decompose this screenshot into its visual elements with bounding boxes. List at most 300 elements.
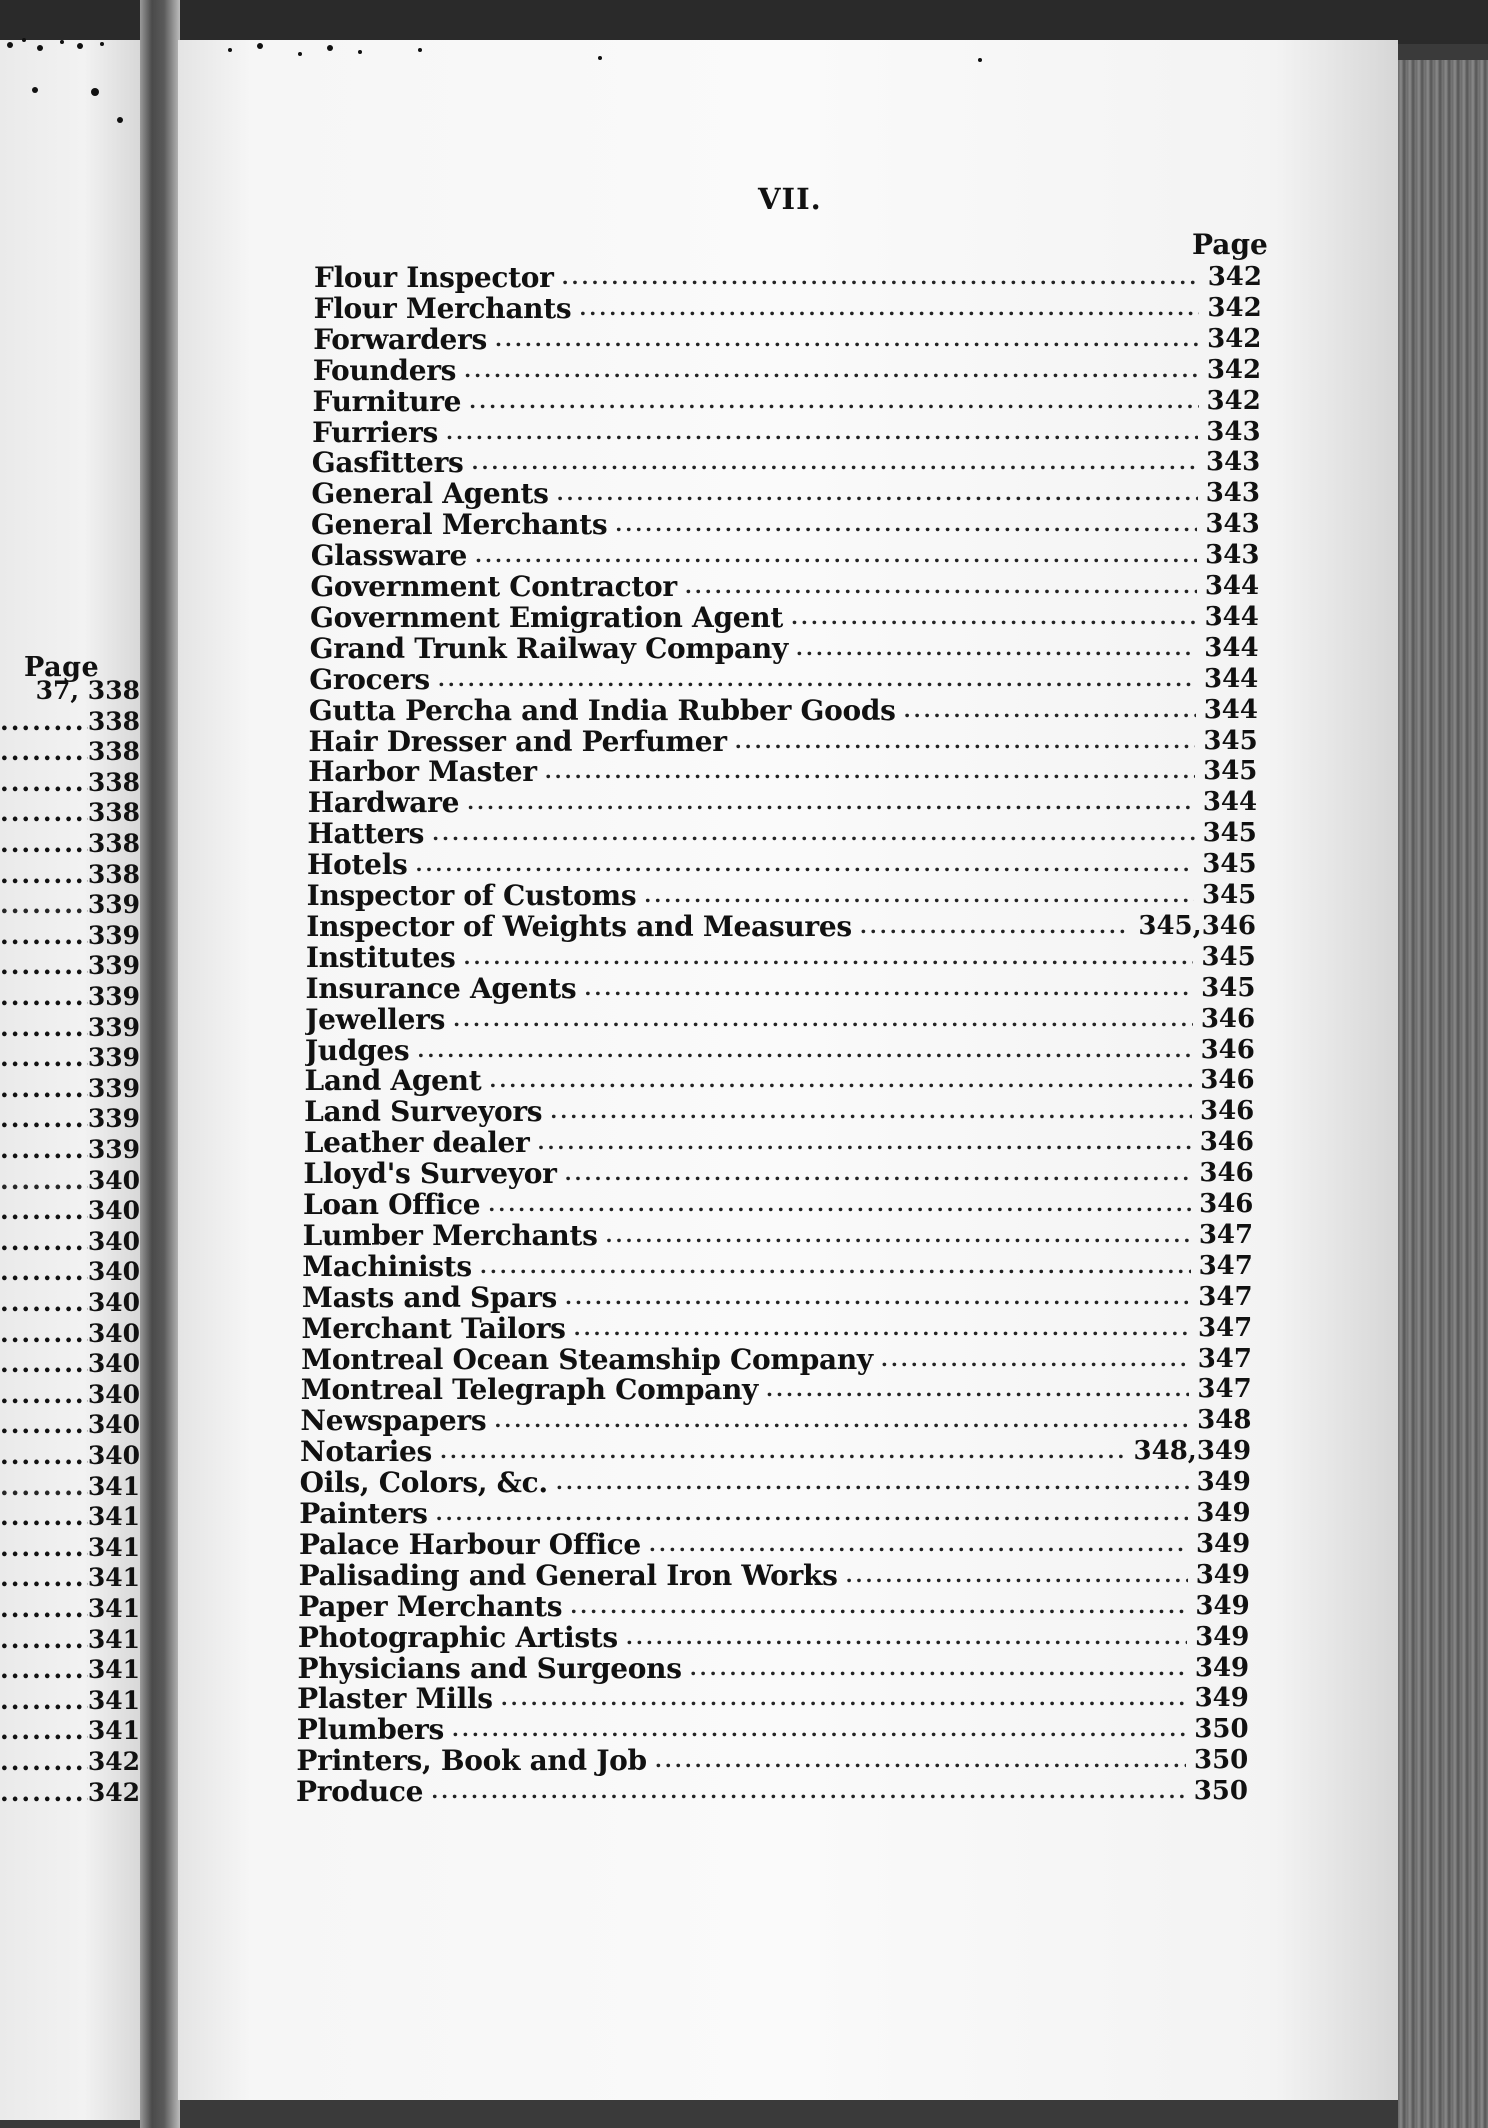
index-entry-page: 345 — [1201, 972, 1256, 1003]
index-entry-label: Machinists — [302, 1250, 472, 1282]
dot-leader — [0, 829, 88, 859]
index-entry — [297, 1683, 1249, 1714]
index-entry-label: Jewellers — [305, 1003, 446, 1035]
ink-speck — [298, 52, 302, 56]
left-page-number: 340 — [87, 1441, 140, 1470]
dot-leader — [766, 1374, 1189, 1405]
left-page-number: 339 — [87, 1104, 140, 1134]
dot-leader — [494, 1405, 1189, 1436]
ink-speck — [257, 43, 263, 49]
ink-speck — [60, 40, 64, 44]
left-page-number: 340 — [87, 1226, 140, 1256]
index-entry-label: Photographic Artists — [297, 1621, 618, 1653]
index-entry-label: Institutes — [305, 941, 456, 973]
left-page-number: 341 — [87, 1471, 140, 1501]
index-entry — [313, 355, 1261, 386]
index-entry-page: 349 — [1196, 1528, 1251, 1559]
dot-leader — [545, 756, 1195, 787]
index-entry-page: 344 — [1203, 663, 1259, 694]
dot-leader — [0, 1594, 88, 1624]
dot-leader — [0, 707, 88, 737]
index-entry-page: 347 — [1198, 1219, 1254, 1250]
dot-leader — [0, 1013, 88, 1043]
dot-leader — [791, 602, 1197, 633]
index-entry — [307, 880, 1257, 911]
dot-leader — [0, 1686, 88, 1716]
left-page-ref — [0, 1104, 140, 1134]
ink-speck — [22, 38, 26, 42]
index-entry-label: Printers, Book and Job — [296, 1745, 647, 1777]
index-entry-label: Hardware — [307, 787, 460, 819]
index-entry-page: 349 — [1194, 1652, 1250, 1683]
page-edges — [1398, 60, 1488, 2128]
dot-leader — [0, 1410, 88, 1440]
dot-leader — [0, 1441, 88, 1471]
index-entry — [303, 1189, 1253, 1220]
dot-leader — [881, 1344, 1190, 1375]
index-entry-label: Painters — [299, 1498, 428, 1529]
page-number: VII. — [758, 182, 822, 216]
index-entry-page: 347 — [1198, 1281, 1253, 1312]
page-column-heading: Page — [1192, 228, 1268, 261]
left-page-number: 340 — [87, 1288, 140, 1317]
index-entry — [296, 1745, 1248, 1776]
dot-leader — [562, 262, 1200, 293]
dot-leader — [904, 695, 1196, 726]
dot-leader — [606, 1220, 1191, 1251]
dot-leader — [685, 571, 1197, 602]
index-entry-page: 346 — [1200, 1065, 1255, 1096]
index-entry-label: Montreal Telegraph Company — [300, 1374, 759, 1406]
dot-leader — [565, 1282, 1190, 1313]
index-entry-label: Loan Office — [302, 1189, 481, 1220]
left-page-ref — [0, 1074, 140, 1104]
left-page-number: 341 — [87, 1655, 140, 1685]
left-page-ref — [0, 860, 140, 890]
index-entry — [313, 386, 1261, 417]
index-entry-page: 343 — [1206, 416, 1261, 447]
index-entry-page: 343 — [1205, 478, 1260, 509]
left-page-ref — [0, 1410, 140, 1440]
book-gutter — [140, 0, 180, 2128]
index-entry-page: 350 — [1193, 1745, 1249, 1776]
index-entry-page: 349 — [1195, 1590, 1250, 1621]
index-entry — [302, 1251, 1253, 1282]
ink-speck — [978, 58, 982, 62]
left-page-number: 340 — [87, 1379, 140, 1409]
left-page-ref — [0, 1227, 140, 1257]
ink-speck — [7, 42, 13, 48]
dot-leader — [0, 1319, 88, 1349]
ink-speck — [598, 56, 602, 60]
dot-leader — [488, 1189, 1191, 1220]
index-entry-page: 342 — [1206, 354, 1262, 385]
index-entry-label: Government Contractor — [310, 571, 677, 602]
index-entry-label: Merchant Tailors — [301, 1312, 566, 1344]
dot-leader — [0, 1104, 88, 1134]
ink-speck — [358, 50, 362, 54]
left-page-number: 341 — [87, 1502, 140, 1532]
left-page-number: 338 — [87, 706, 140, 736]
left-page-ref — [0, 1533, 140, 1563]
left-page-ref — [0, 951, 140, 981]
left-page-ref — [0, 1686, 140, 1716]
index-entry-label: Harbor Master — [308, 756, 537, 788]
left-page-ref — [0, 1196, 140, 1226]
left-page-number: 342 — [87, 1777, 140, 1807]
dot-leader — [436, 1498, 1189, 1529]
left-page-number: 339 — [87, 982, 140, 1011]
index-entry — [310, 602, 1259, 633]
index-entry-label: Grand Trunk Railway Company — [309, 632, 788, 664]
dot-leader — [557, 478, 1198, 509]
dot-leader — [416, 849, 1195, 880]
left-page-number: 37, 338 — [35, 676, 140, 705]
left-page-ref — [0, 1257, 140, 1287]
index-entry-page: 345 — [1201, 880, 1257, 910]
index-entry-page: 349 — [1194, 1683, 1249, 1714]
dot-leader — [453, 1004, 1193, 1035]
dot-leader — [0, 768, 88, 798]
index-entry-label: Montreal Ocean Steamship Company — [301, 1343, 873, 1375]
dot-leader — [440, 1436, 1126, 1467]
left-page-number: 340 — [87, 1165, 140, 1195]
left-page-number: 339 — [87, 951, 140, 981]
left-page-ref — [0, 1747, 140, 1777]
index-entry — [313, 324, 1261, 355]
index-entry — [298, 1591, 1250, 1622]
index-entry — [301, 1374, 1252, 1405]
dot-leader — [574, 1313, 1190, 1344]
index-entry — [302, 1313, 1253, 1344]
index-entry-label: Land Agent — [304, 1065, 482, 1097]
left-page-number: 341 — [87, 1532, 140, 1562]
index-entry — [299, 1498, 1250, 1529]
left-page — [0, 40, 140, 2120]
index-entry-label: Judges — [304, 1034, 410, 1066]
left-page-ref — [0, 921, 140, 951]
index-entry-label: Leather dealer — [303, 1127, 530, 1159]
dot-leader — [570, 1591, 1187, 1622]
dot-leader — [626, 1622, 1187, 1653]
dot-leader — [584, 973, 1193, 1004]
index-entry — [301, 1344, 1252, 1375]
ink-speck — [117, 117, 123, 123]
dot-leader — [0, 1257, 88, 1287]
index-entry-page: 346 — [1200, 1003, 1256, 1034]
index-entry-label: Palisading and General Iron Works — [298, 1559, 838, 1591]
index-entry-page: 350 — [1193, 1776, 1248, 1807]
index-entry — [309, 664, 1258, 695]
index-entry-page: 342 — [1207, 262, 1262, 292]
index-entry-page: 347 — [1197, 1374, 1252, 1405]
left-page-ref — [0, 1288, 140, 1318]
left-page-number: 338 — [87, 859, 140, 889]
index-entry — [305, 1004, 1255, 1035]
dot-leader — [0, 737, 88, 767]
ink-speck — [228, 48, 232, 52]
left-page-number: 338 — [87, 798, 140, 828]
index-entry — [306, 973, 1256, 1004]
dot-leader — [644, 880, 1194, 911]
dot-leader — [615, 509, 1197, 540]
index-entry-page: 346 — [1199, 1158, 1254, 1189]
index-entry-label: Inspector of Weights and Measures — [306, 910, 852, 942]
left-page-number: 340 — [87, 1318, 140, 1348]
dot-leader — [471, 447, 1198, 478]
left-page-ref — [0, 1778, 140, 1808]
dot-leader — [0, 1349, 88, 1379]
dot-leader — [0, 860, 88, 890]
left-page-ref — [0, 1166, 140, 1196]
index-entry-page: 345 — [1202, 818, 1257, 849]
dot-leader — [432, 818, 1194, 849]
index-entry — [302, 1282, 1253, 1313]
dot-leader — [452, 1714, 1186, 1745]
index-entry — [310, 571, 1259, 602]
index-entry-page: 348,349 — [1133, 1436, 1252, 1467]
left-page-ref — [0, 1135, 140, 1165]
ink-speck — [327, 45, 333, 51]
index-entry-label: Physicians and Surgeons — [297, 1652, 682, 1684]
left-page-ref — [0, 737, 140, 767]
dot-leader — [0, 1655, 88, 1685]
left-page-number: 338 — [87, 829, 140, 858]
dot-leader — [469, 386, 1198, 417]
index-entry — [304, 1127, 1254, 1158]
index-entry-page: 344 — [1202, 787, 1258, 818]
index-entry-label: Furniture — [312, 385, 462, 417]
index-entry-label: Hair Dresser and Perfumer — [308, 725, 727, 757]
dot-leader — [0, 1166, 88, 1196]
index-entry-label: Furriers — [312, 416, 438, 448]
dot-leader — [438, 664, 1196, 695]
dot-leader — [467, 787, 1195, 818]
left-page-ref — [0, 1655, 140, 1685]
ink-speck — [100, 42, 104, 46]
left-page-number: 339 — [87, 1135, 140, 1164]
left-page-number: 341 — [87, 1716, 140, 1746]
dot-leader — [649, 1529, 1188, 1560]
dot-leader — [431, 1776, 1186, 1807]
index-entry-page: 343 — [1205, 447, 1261, 478]
dot-leader — [475, 540, 1197, 571]
index-entry — [300, 1436, 1251, 1467]
index-entry — [308, 726, 1257, 757]
index-entry — [308, 756, 1257, 787]
dot-leader — [0, 1625, 88, 1655]
index-entry-label: Flour Merchants — [313, 292, 572, 324]
index-entry-label: Glassware — [310, 540, 468, 572]
index-entry-label: Hatters — [307, 818, 425, 850]
left-page-heading: Page — [24, 652, 100, 683]
index-entry — [304, 1065, 1254, 1096]
left-page-ref — [0, 1472, 140, 1502]
dot-leader — [0, 1074, 88, 1104]
left-page-number: 340 — [87, 1349, 140, 1379]
index-entry-label: Forwarders — [313, 323, 487, 355]
dot-leader — [0, 1288, 88, 1318]
left-page-ref — [0, 1502, 140, 1532]
index-entry-page: 349 — [1196, 1467, 1251, 1498]
index-entry — [311, 540, 1260, 571]
dot-leader — [464, 942, 1194, 973]
index-entry-label: General Merchants — [311, 509, 608, 541]
left-page-ref — [0, 1594, 140, 1624]
index-entry-label: Flour Inspector — [314, 262, 554, 293]
index-entry-label: Insurance Agents — [305, 972, 577, 1004]
dot-leader — [0, 1778, 88, 1808]
dot-leader — [550, 1096, 1192, 1127]
left-page-number: 341 — [87, 1685, 140, 1715]
left-page-ref — [0, 829, 140, 859]
index-entry-page: 347 — [1197, 1343, 1252, 1374]
index-entry — [297, 1714, 1249, 1745]
dot-leader — [0, 982, 88, 1012]
dot-leader — [501, 1683, 1187, 1714]
left-page-ref — [0, 1716, 140, 1746]
index-entry — [312, 447, 1260, 478]
dot-leader — [0, 1533, 88, 1563]
index-entry-label: Plumbers — [296, 1714, 444, 1746]
index-entry-label: Grocers — [309, 663, 430, 695]
index-entry-page: 345 — [1201, 941, 1256, 972]
index-entry — [311, 478, 1260, 509]
left-page-number: 339 — [87, 890, 140, 920]
index-entry-label: Founders — [312, 354, 457, 386]
left-page-ref — [0, 1625, 140, 1655]
index-entry — [314, 293, 1262, 324]
left-page-ref — [0, 890, 140, 920]
index-entry-page: 346 — [1200, 1034, 1255, 1065]
dot-leader — [446, 417, 1198, 448]
index-entry — [308, 787, 1257, 818]
index-entry — [296, 1776, 1248, 1807]
index-entry-label: Notaries — [300, 1436, 432, 1468]
index-entry — [309, 695, 1258, 726]
left-page-number: 340 — [87, 1196, 140, 1226]
dot-leader — [0, 1747, 88, 1777]
dot-leader — [0, 1380, 88, 1410]
left-page-ref — [0, 1349, 140, 1379]
left-page-number: 341 — [87, 1624, 140, 1654]
index-entry-page: 347 — [1197, 1312, 1253, 1343]
dot-leader — [860, 911, 1131, 942]
index-entry — [300, 1405, 1251, 1436]
index-entry-label: Land Surveyors — [304, 1096, 543, 1128]
left-page-number: 338 — [87, 767, 140, 797]
index-entry-label: Government Emigration Agent — [309, 601, 783, 633]
index-entry-page: 346 — [1200, 1096, 1255, 1127]
index-entry-label: Plaster Mills — [297, 1683, 493, 1715]
index-entry — [305, 1035, 1255, 1066]
dot-leader — [0, 1716, 88, 1746]
dot-leader — [565, 1158, 1192, 1189]
dot-leader — [0, 1135, 88, 1165]
left-page-number: 342 — [87, 1747, 140, 1776]
index-entry — [314, 262, 1262, 293]
left-page-ref — [0, 982, 140, 1012]
left-page-ref — [0, 1380, 140, 1410]
index-entry — [300, 1467, 1251, 1498]
left-page-ref — [0, 1013, 140, 1043]
index-entry-label: Gasfitters — [311, 447, 464, 479]
dot-leader — [0, 798, 88, 828]
index-entry-page: 347 — [1198, 1250, 1253, 1281]
index-entry-label: Lloyd's Surveyor — [303, 1158, 557, 1190]
index-entry-page: 343 — [1205, 509, 1260, 540]
index-entry — [303, 1158, 1253, 1189]
index-entry-label: General Agents — [311, 478, 549, 510]
index-entry-page: 344 — [1204, 571, 1260, 601]
left-page-ref — [0, 1043, 140, 1073]
dot-leader — [538, 1127, 1192, 1158]
index-entry-page: 342 — [1206, 385, 1261, 416]
index-entry-page: 344 — [1203, 694, 1258, 725]
index-entry — [299, 1560, 1250, 1591]
dot-leader — [655, 1745, 1186, 1776]
dot-leader — [417, 1035, 1192, 1066]
left-page-ref — [0, 768, 140, 798]
left-page-number: 339 — [87, 920, 140, 950]
dot-leader — [690, 1653, 1187, 1684]
dot-leader — [735, 726, 1196, 757]
index-entry — [299, 1529, 1250, 1560]
dot-leader — [0, 1196, 88, 1226]
index-entry — [307, 849, 1257, 880]
index-entry — [311, 509, 1260, 540]
left-page-ref — [0, 798, 140, 828]
index-entry-page: 345 — [1202, 849, 1257, 880]
index-entry-page: 349 — [1195, 1559, 1250, 1590]
left-page-number: 341 — [87, 1563, 140, 1593]
ink-specks — [0, 0, 1488, 200]
left-page-number: 340 — [87, 1410, 140, 1440]
index-entry — [297, 1653, 1249, 1684]
index-entry — [310, 633, 1259, 664]
dot-leader — [489, 1065, 1192, 1096]
index-entry-page: 345 — [1203, 756, 1258, 787]
dot-leader — [0, 890, 88, 920]
left-page-number: 339 — [87, 1043, 140, 1073]
left-page-number: 341 — [87, 1594, 140, 1623]
index-entry-label: Masts and Spars — [301, 1281, 558, 1313]
left-page-ref — [0, 1563, 140, 1593]
ink-speck — [37, 45, 43, 51]
left-page-number: 340 — [87, 1257, 140, 1287]
index-entry-page: 342 — [1207, 323, 1262, 354]
index-entry — [298, 1622, 1250, 1653]
left-page-ref — [0, 707, 140, 737]
dot-leader — [0, 1227, 88, 1257]
index-entry-page: 348 — [1197, 1405, 1252, 1436]
index-entry-label: Oils, Colors, &c. — [299, 1467, 548, 1499]
dot-leader — [0, 1472, 88, 1502]
index-entry-page: 350 — [1194, 1714, 1249, 1745]
left-page-number: 338 — [87, 737, 140, 767]
dot-leader — [579, 293, 1199, 324]
dot-leader — [0, 1563, 88, 1593]
index-entry — [306, 911, 1256, 942]
index-entry-page: 346 — [1199, 1189, 1254, 1219]
index-entry — [304, 1096, 1254, 1127]
index-entry — [312, 417, 1260, 448]
index-entry-page: 349 — [1195, 1621, 1250, 1652]
dot-leader — [0, 1502, 88, 1532]
index-entry-label: Palace Harbour Office — [298, 1528, 641, 1560]
index-entry-label: Paper Merchants — [298, 1590, 563, 1622]
index-entry-page: 346 — [1199, 1127, 1254, 1158]
